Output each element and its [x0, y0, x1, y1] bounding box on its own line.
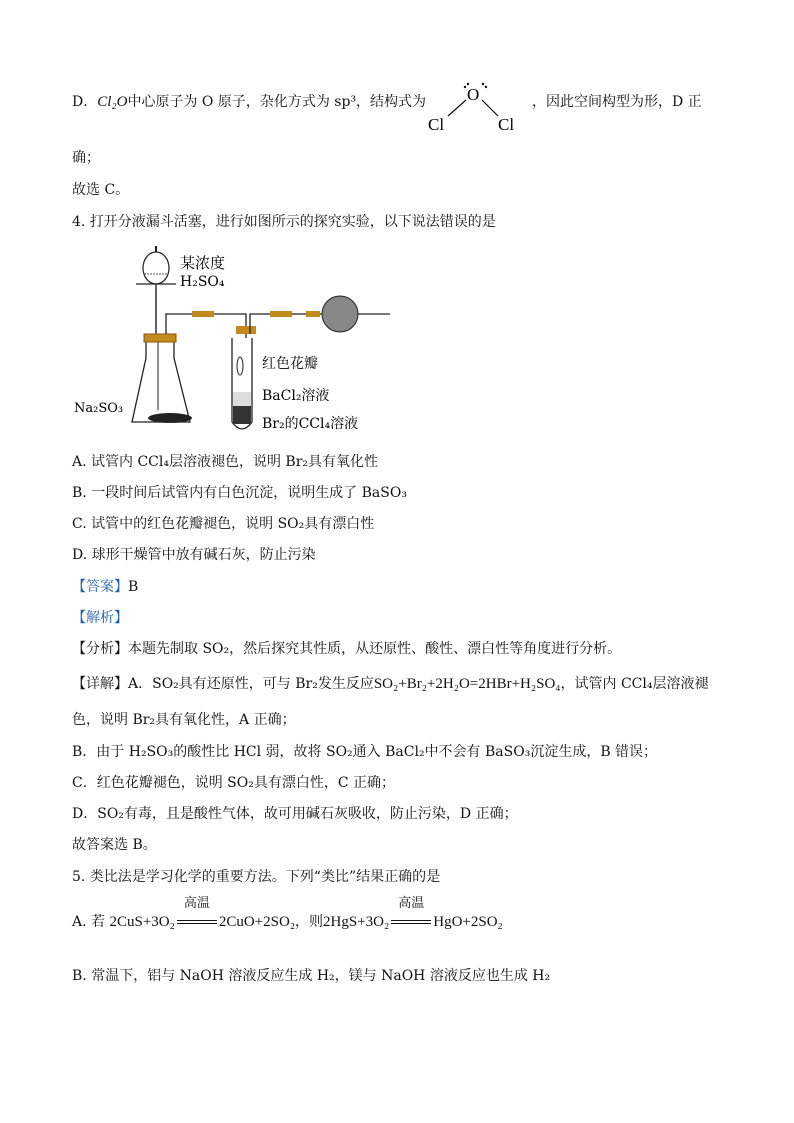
struct-o: O: [467, 85, 480, 104]
eq2-condition: 高温: [398, 896, 425, 911]
q4-option-a: A. 试管内 CCl₄层溶液褪色，说明 Br₂具有氧化性: [72, 454, 379, 470]
xiangjie-d: D．SO₂有毒，且是酸性气体，故可用碱石灰吸收，防止污染，D 正确；: [72, 806, 518, 822]
q5-option-b: B. 常温下，铝与 NaOH 溶液反应生成 H₂，镁与 NaOH 溶液反应也生成 H₂: [72, 968, 551, 984]
eq2-left: 2HgS+3O₂: [323, 914, 390, 930]
q5-a-prefix: A. 若: [72, 914, 106, 930]
option-d-continuation: 确；: [72, 150, 100, 166]
eq1-condition: 高温: [183, 896, 210, 911]
xiangjie-a2: ，试管内 CCl₄层溶液褪: [560, 676, 709, 692]
cl2o-formula: Cl₂O: [97, 94, 128, 110]
eq2-right: HgO+2SO₂: [433, 914, 503, 930]
eq1-left: 2CuS+3O₂: [109, 914, 175, 930]
struct-cl-right: Cl: [498, 115, 515, 134]
eq1-arrow: [175, 896, 219, 932]
final-answer: 故答案选 B。: [72, 837, 157, 853]
label-na2so3: Na₂SO₃: [74, 401, 124, 416]
q4-stem: 4. 打开分液漏斗活塞，进行如图所示的探究实验，以下说法错误的是: [72, 214, 496, 230]
eq2-arrow: [389, 896, 433, 932]
q4-option-b: B. 一段时间后试管内有白色沉淀，说明生成了 BaSO₃: [72, 485, 407, 501]
answer-value: B: [128, 579, 139, 595]
option-d-text: 中心原子为 O 原子，杂化方式为 sp³，结构式为: [127, 94, 427, 110]
label-bacl2: BaCl₂溶液: [262, 388, 330, 404]
xiangjie-a1: A．SO₂具有还原性，可与 Br₂发生反应: [128, 676, 374, 692]
fenxi-text: 本题先制取 SO₂，然后探究其性质，从还原性、酸性、漂白性等角度进行分析。: [128, 641, 622, 657]
q5-a-mid: ，则: [295, 914, 324, 930]
eq1-right: 2CuO+2SO₂: [218, 914, 296, 930]
fenxi-tag: 【分析】: [72, 641, 128, 657]
label-acid-1: 某浓度: [180, 254, 226, 272]
q4-option-d: D. 球形干燥管中放有碱石灰，防止污染: [72, 547, 316, 563]
xiangjie-c: C．红色花瓣褪色，说明 SO₂具有漂白性，C 正确；: [72, 775, 396, 791]
label-petal: 红色花瓣: [262, 356, 318, 372]
q4-option-c: C. 试管中的红色花瓣褪色，说明 SO₂具有漂白性: [72, 516, 375, 532]
struct-cl-left: Cl: [428, 115, 445, 134]
option-d-suffix: ，因此空间构型为形，D 正: [532, 94, 702, 110]
xiangjie-tag: 【详解】: [72, 676, 128, 692]
label-acid-2: H₂SO₄: [180, 274, 225, 290]
reaction-equation: SO₂+Br₂+2H₂O=2HBr+H₂SO₄: [373, 676, 561, 692]
label-br2: Br₂的CCl₄溶液: [262, 416, 359, 432]
analysis-line: [72, 608, 128, 628]
analysis-tag: 【解析】: [72, 610, 128, 626]
xiangjie-line-1: [72, 674, 708, 694]
fenxi-line: [72, 639, 621, 659]
xiangjie-a3: 色，说明 Br₂具有氧化性，A 正确；: [72, 712, 296, 728]
choose-c: 故选 C。: [72, 182, 130, 198]
cl2o-structure: [420, 78, 530, 134]
q5-stem: 5. 类比法是学习化学的重要方法。下列“类比”结果正确的是: [72, 869, 441, 885]
q5-option-a: [72, 896, 503, 932]
apparatus-figure: [70, 242, 410, 440]
option-d-line: [72, 92, 426, 112]
answer-line: [72, 577, 138, 597]
answer-tag: 【答案】: [72, 579, 128, 595]
xiangjie-b: B．由于 H₂SO₃的酸性比 HCl 弱，故将 SO₂通入 BaCl₂中不会有 BaSO₃沉淀生成，B 错误；: [72, 744, 658, 760]
option-d-prefix: D．: [72, 94, 98, 110]
